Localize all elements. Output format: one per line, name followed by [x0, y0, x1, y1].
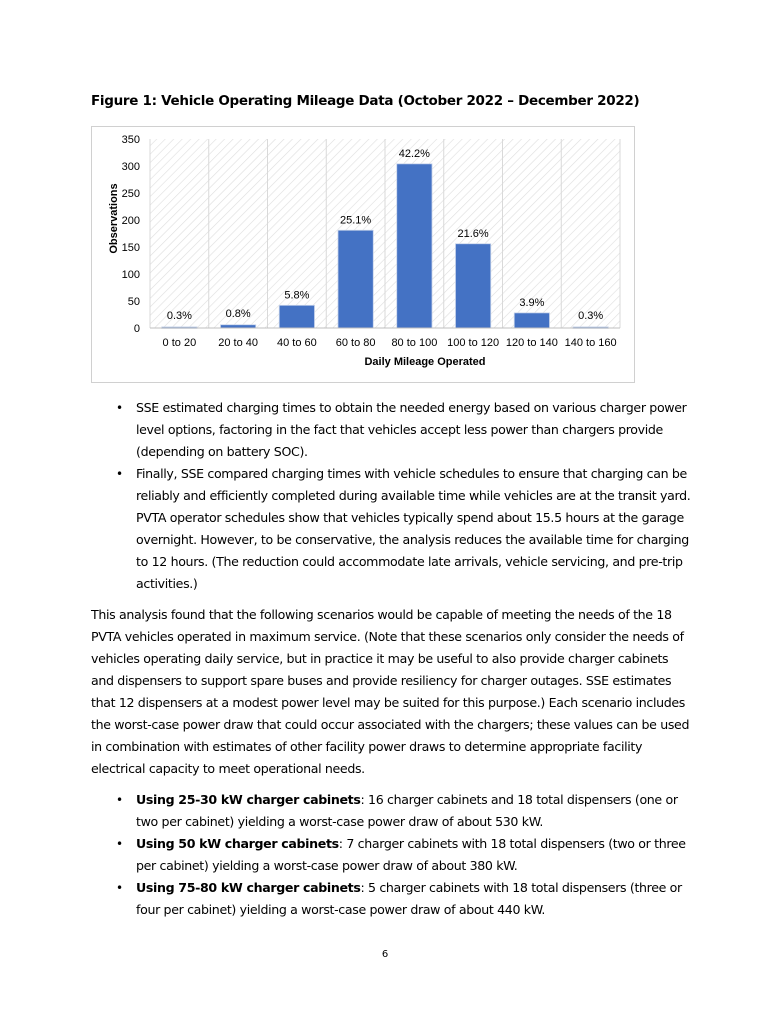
- y-tick-label: 300: [121, 161, 140, 173]
- y-tick-label: 250: [121, 188, 140, 200]
- y-tick-label: 50: [127, 296, 140, 308]
- bullet-text: : 5 charger cabinets with 18 total dispensers (three or four per cabinet) yielding a worst-case power draw of about 440 kW.: [136, 880, 682, 917]
- data-label: 0.3%: [578, 309, 604, 322]
- bullet-text: : 7 charger cabinets with 18 total dispensers (two or three per cabinet) yielding a worst-case power draw of about 380 kW.: [136, 836, 686, 873]
- x-tick-label: 140 to 160: [564, 337, 617, 349]
- bullet-item: [91, 877, 691, 921]
- bullet-lead: Using 75-80 kW charger cabinets: [136, 880, 361, 895]
- y-tick-label: 350: [121, 134, 140, 146]
- y-tick-label: 150: [121, 242, 140, 254]
- bar: [514, 313, 549, 328]
- x-axis-title: Daily Mileage Operated: [364, 356, 486, 368]
- bullet-text: SSE estimated charging times to obtain the needed energy based on various charger power level options, factoring in the fact that vehicles accept less power than chargers provide (depending on battery SOC).: [136, 400, 687, 459]
- bullet-text: Finally, SSE compared charging times with vehicle schedules to ensure that charging can be reliably and efficiently completed during available time while vehicles are at the transit yard. PVTA operator schedules show that vehicles typically spend about 15.5 hours at the garage overnight. However, to be conservative, the analysis reduces the available time for charging to 12 hours. (The reduction could accommodate late arrivals, vehicle servicing, and pre-trip activities.): [136, 466, 691, 591]
- mileage-chart: [91, 126, 635, 383]
- bar: [397, 164, 432, 328]
- data-label: 3.9%: [519, 296, 545, 309]
- bullet-lead: Using 50 kW charger cabinets: [136, 836, 339, 851]
- x-tick-label: 120 to 140: [505, 337, 558, 349]
- bullet-item: [91, 463, 691, 595]
- bar: [456, 244, 491, 328]
- scenario-bullet-list: [91, 789, 691, 921]
- bullet-item: [91, 833, 691, 877]
- data-label: 25.1%: [340, 214, 372, 227]
- bullet-icon: •: [116, 881, 123, 895]
- bullet-icon: •: [116, 467, 123, 481]
- x-tick-label: 0 to 20: [162, 337, 197, 349]
- chart-canvas: [92, 127, 634, 382]
- x-tick-label: 60 to 80: [335, 337, 376, 349]
- bullet-item: [91, 397, 691, 463]
- y-tick-label: 0: [133, 323, 140, 335]
- y-axis-title: Observations: [108, 183, 120, 254]
- data-label: 21.6%: [457, 227, 489, 240]
- bullet-icon: •: [116, 401, 123, 415]
- y-tick-label: 200: [121, 215, 140, 227]
- bullet-item: [91, 789, 691, 833]
- data-label: 42.2%: [398, 147, 430, 160]
- bullet-text: : 16 charger cabinets and 18 total dispensers (one or two per cabinet) yielding a worst-case power draw of about 530 kW.: [136, 792, 678, 829]
- x-tick-label: 80 to 100: [391, 337, 438, 349]
- data-label: 5.8%: [284, 289, 310, 302]
- data-label: 0.3%: [166, 309, 192, 322]
- bullet-lead: Using 25-30 kW charger cabinets: [136, 792, 361, 807]
- x-tick-label: 40 to 60: [276, 337, 317, 349]
- bullet-icon: •: [116, 837, 123, 851]
- bullet-icon: •: [116, 793, 123, 807]
- figure-title: Figure 1: Vehicle Operating Mileage Data (October 2022 – December 2022): [91, 93, 640, 109]
- y-tick-label: 100: [121, 269, 140, 281]
- analysis-paragraph: This analysis found that the following scenarios would be capable of meeting the needs of the 18 PVTA vehicles operated in maximum service. (Note that these scenarios only consider the needs of vehicles operating daily service, but in practice it may be useful to also provide charger cabinets and dispensers to support spare buses and provide resiliency for charger outages. SSE estimates that 12 dispensers at a modest power level may be suited for this purpose.) Each scenario includes the worst-case power draw that could occur associated with the chargers; these values can be used in combination with estimates of other facility power draws to determine appropriate facility electrical capacity to meet operational needs.: [91, 607, 690, 776]
- method-bullet-list: [91, 397, 691, 595]
- data-label: 0.8%: [225, 307, 251, 320]
- bar: [279, 305, 314, 328]
- bar: [338, 230, 373, 328]
- x-tick-label: 20 to 40: [218, 337, 259, 349]
- page-number: 6: [381, 949, 389, 960]
- x-tick-label: 100 to 120: [447, 337, 500, 349]
